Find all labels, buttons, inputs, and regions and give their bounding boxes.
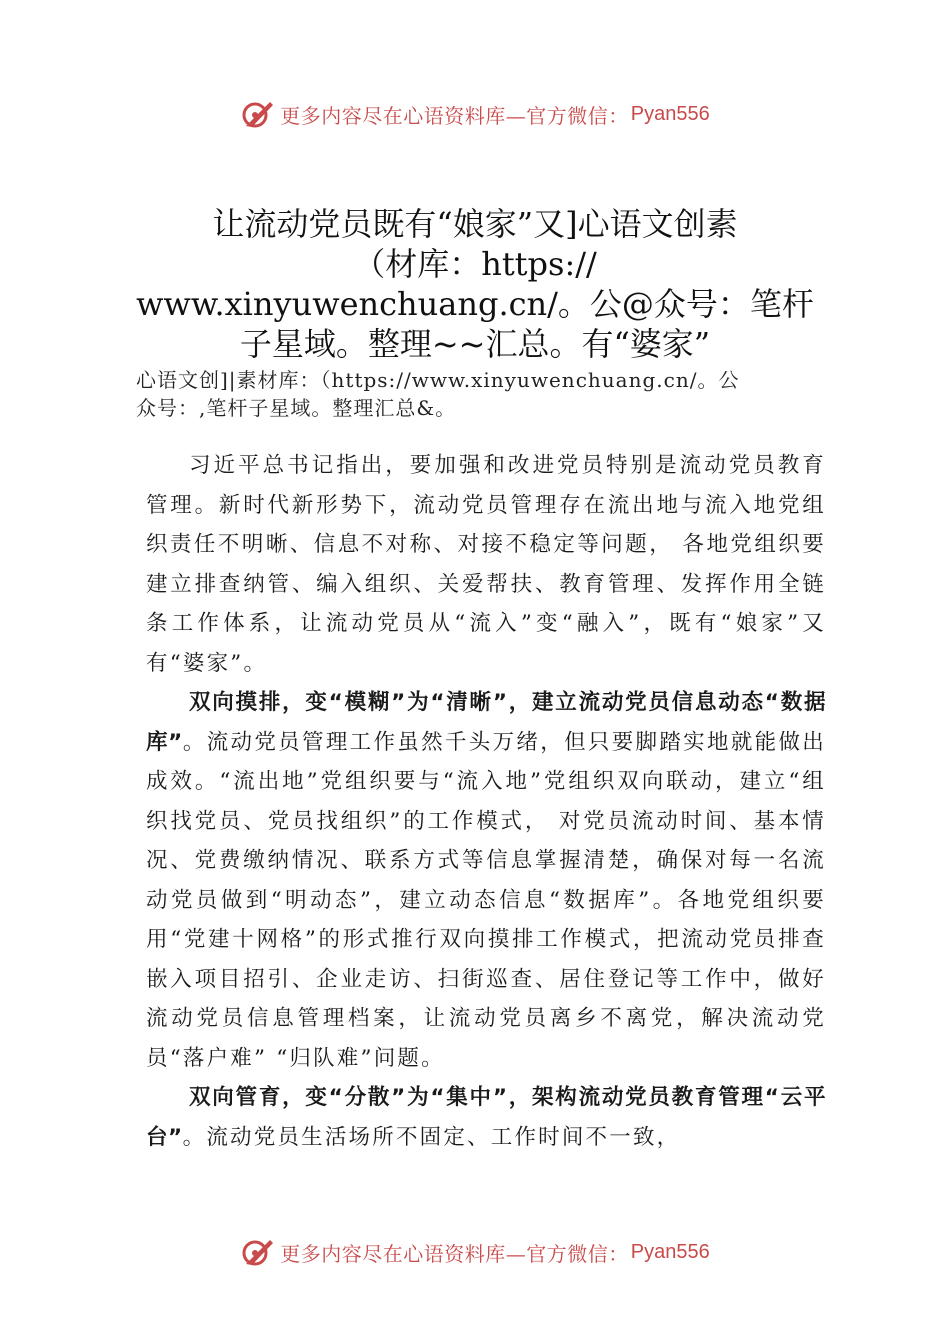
source-note-line: 众号：,笔杆子星域。整理汇总&。	[136, 396, 457, 420]
source-note	[136, 366, 836, 422]
banner-text: 更多内容尽在心语资料库—官方微信：	[280, 103, 629, 128]
banner-text: 更多内容尽在心语资料库—官方微信：	[280, 1241, 629, 1266]
document-title	[120, 204, 830, 364]
paragraph: 习近平总书记指出，要加强和改进党员特别是流动党员教育管理。新时代新形势下，流动党员管理存在流出地与流入地党组织责任不明晰、信息不对称、对接不稳定等问题， 各地党组织要建立排查纳管、编入组织、关爱帮扶、教育管理、发挥作用全链条工作体系，让流动党员从“流入”变“融入”，既有“娘家”又有“婆家”。	[146, 453, 826, 676]
quill-logo-icon	[240, 1234, 276, 1270]
title-line: （材库：https://	[353, 245, 597, 283]
paragraph-heading: 双向管育，变“分散”为“集中”，架构流动党员教育管理“云平台”	[146, 1085, 826, 1150]
title-line: 子星域。整理~~汇总。有“婆家”	[239, 325, 711, 363]
footer-watermark-banner	[0, 1232, 950, 1272]
title-line: 让流动党员既有“娘家”又]心语文创素	[212, 205, 738, 243]
header-watermark-banner	[0, 94, 950, 134]
title-line: www.xinyuwenchuang.cn/。公@众号：笔杆	[136, 285, 814, 323]
article-body	[146, 446, 826, 1157]
quill-logo-icon	[240, 96, 276, 132]
banner-handle: Pyan556	[630, 102, 710, 125]
paragraph: 双向摸排，变“模糊”为“清晰”，建立流动党员信息动态“数据库”。流动党员管理工作虽然千头万绪，但只要脚踏实地就能做出成效。“流出地”党组织要与“流入地”党组织双向联动，建立“组织找党员、党员找组织”的工作模式， 对党员流动时间、基本情况、党费缴纳情况、联系方式等信息掌握清楚，确保对每一名流动党员做到“明动态”，建立动态信息“数据库”。各地党组织要用“党建十网格”的形式推行双向摸排工作模式，把流动党员排查嵌入项目招引、企业走访、扫街巡查、居住登记等工作中，做好流动党员信息管理档案，让流动党员离乡不离党，解决流动党员“落户难” “归队难”问题。	[146, 690, 826, 1071]
banner-handle: Pyan556	[630, 1240, 710, 1263]
paragraph-heading: 双向摸排，变“模糊”为“清晰”，建立流动党员信息动态“数据库”	[146, 690, 826, 755]
source-note-line: 心语文创]|素材库：（https://www.xinyuwenchuang.cn/。公	[136, 368, 740, 392]
paragraph: 双向管育，变“分散”为“集中”，架构流动党员教育管理“云平台”。流动党员生活场所不固定、工作时间不一致，	[146, 1085, 826, 1150]
